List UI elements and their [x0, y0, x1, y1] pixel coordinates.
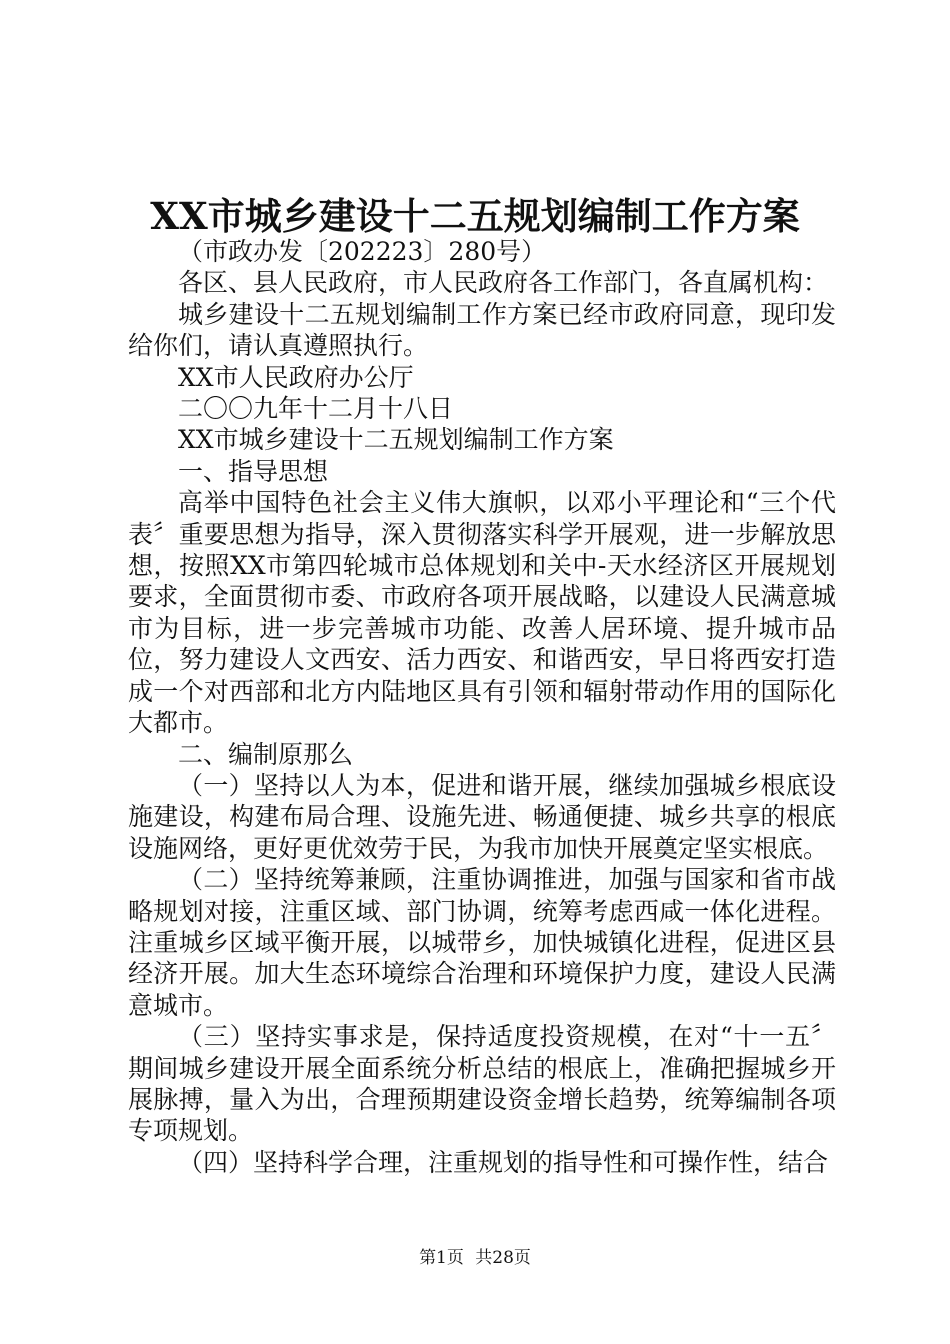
page-number: 第1页 — [419, 1248, 464, 1268]
section-heading-guiding-ideology: 一、指导思想 — [178, 456, 329, 486]
section-heading-principles: 二、编制原那么 — [178, 739, 354, 769]
doc-number: （市政办发〔202223〕280号） — [178, 237, 547, 266]
document-title: XX市城乡建设十二五规划编制工作方案 — [150, 194, 800, 238]
issuing-office: XX市人民政府办公厅 — [178, 362, 414, 392]
document-body — [128, 236, 836, 1178]
page-footer — [0, 1243, 950, 1268]
principle-2-paragraph: （二）坚持统筹兼顾，注重协调推进，加强与国家和省市战略规划对接，注重区域、部门协调，统筹考虑西咸一体化进程。注重城乡区域平衡开展，以城带乡，加快城镇化进程，促进区县经济开展。加大生态环境综合治理和环境保护力度，建设人民满意城市。 — [128, 865, 836, 1020]
issue-date: 二〇〇九年十二月十八日 — [178, 394, 454, 424]
principle-3-paragraph: （三）坚持实事求是，保持适度投资规模，在对“十一五〞期间城乡建设开展全面系统分析总结的根底上，准确把握城乡开展脉搏，量入为出，合理预期建设资金增长趋势，统筹编制各项专项规划。 — [128, 1022, 836, 1146]
guiding-ideology-paragraph: 高举中国特色社会主义伟大旗帜，以邓小平理论和“三个代表〞重要思想为指导，深入贯彻落实科学开展观，进一步解放思想，按照XX市第四轮城市总体规划和关中-天水经济区开展规划要求，全面贯彻市委、市政府各项开展战略，以建设人民满意城市为目标，进一步完善城市功能、改善人居环境、提升城市品位，努力建设人文西安、活力西安、和谐西安，早日将西安打造成一个对西部和北方内陆地区具有引领和辐射带动作用的国际化大都市。 — [128, 488, 836, 738]
addressee: 各区、县人民政府，市人民政府各工作部门，各直属机构： — [178, 268, 829, 298]
notice-paragraph: 城乡建设十二五规划编制工作方案已经市政府同意，现印发给你们，请认真遵照执行。 — [128, 299, 836, 361]
principle-1-paragraph: （一）坚持以人为本，促进和谐开展，继续加强城乡根底设施建设，构建布局合理、设施先进、畅通便捷、城乡共享的根底设施网络，更好更优效劳于民，为我市加快开展奠定坚实根底。 — [128, 770, 836, 863]
principle-4-paragraph: （四）坚持科学合理，注重规划的指导性和可操作性，结合 — [178, 1147, 829, 1177]
plan-subtitle: XX市城乡建设十二五规划编制工作方案 — [178, 425, 614, 455]
page-total: 共28页 — [475, 1248, 531, 1268]
